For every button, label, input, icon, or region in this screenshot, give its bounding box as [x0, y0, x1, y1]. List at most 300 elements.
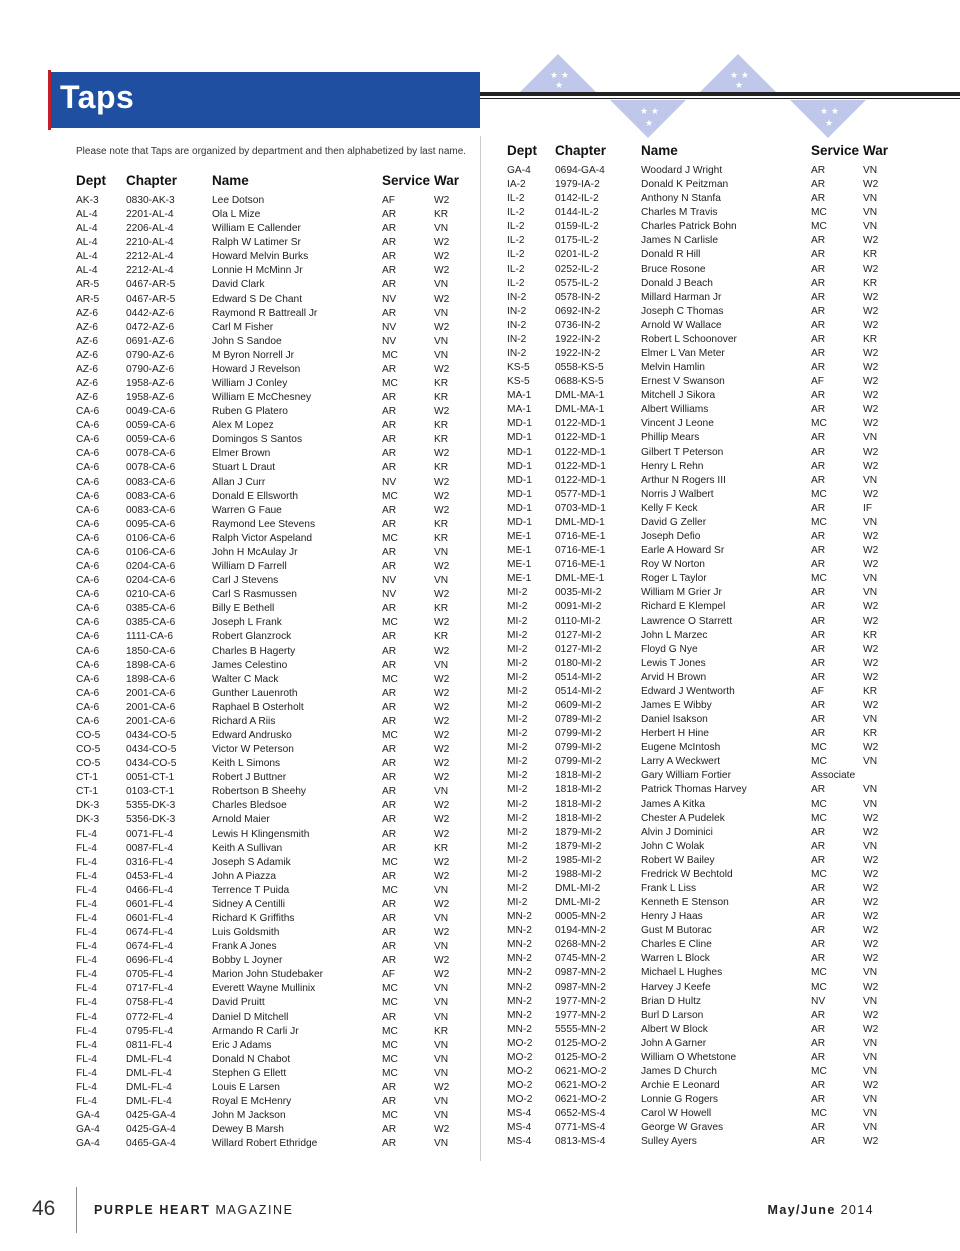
dept-cell: CA-6: [76, 546, 100, 558]
dept-cell: MN-2: [507, 925, 532, 937]
service-cell: MC: [382, 349, 398, 361]
service-cell: AR: [811, 1136, 826, 1148]
table-row: [507, 629, 893, 643]
war-cell: VN: [434, 1039, 449, 1051]
dept-cell: CA-6: [76, 673, 100, 685]
war-cell: VN: [434, 546, 449, 558]
table-row: [507, 854, 893, 868]
war-cell: W2: [863, 418, 879, 430]
dept-cell: MD-1: [507, 474, 532, 486]
service-cell: MC: [811, 516, 827, 528]
chapter-cell: 0692-IN-2: [555, 305, 601, 317]
name-cell: Everett Wayne Mullinix: [212, 983, 316, 995]
table-row: [507, 389, 893, 403]
table-row: [507, 981, 893, 995]
war-cell: KR: [863, 685, 878, 697]
war-cell: VN: [434, 575, 449, 587]
name-cell: Arthur N Rogers III: [641, 474, 726, 486]
table-row: [76, 1067, 464, 1081]
war-cell: W2: [863, 376, 879, 388]
name-cell: Donald J Beach: [641, 277, 713, 289]
name-cell: Charles Patrick Bohn: [641, 221, 737, 233]
service-cell: AR: [382, 561, 397, 573]
service-cell: AR: [811, 1051, 826, 1063]
service-cell: MC: [382, 997, 398, 1009]
name-cell: Warren L Block: [641, 953, 710, 965]
name-cell: Luis Goldsmith: [212, 927, 280, 939]
name-cell: Donald K Peitzman: [641, 179, 729, 191]
table-row: [507, 910, 893, 924]
war-cell: VN: [434, 912, 449, 924]
service-cell: MC: [811, 967, 827, 979]
dept-cell: FL-4: [76, 969, 97, 981]
service-cell: AR: [382, 941, 397, 953]
dept-cell: MN-2: [507, 939, 532, 951]
service-cell: MC: [382, 1053, 398, 1065]
war-cell: W2: [863, 657, 879, 669]
table-row: [507, 234, 893, 248]
table-row: [507, 572, 893, 586]
chapter-cell: 0110-MI-2: [555, 615, 601, 627]
table-row: [76, 532, 464, 546]
service-cell: MC: [811, 221, 827, 233]
service-cell: MC: [382, 1110, 398, 1122]
name-cell: Mitchell J Sikora: [641, 390, 716, 402]
chapter-cell: 0159-IL-2: [555, 221, 599, 233]
dept-cell: MI-2: [507, 812, 528, 824]
dept-cell: ME-1: [507, 573, 532, 585]
dept-cell: AZ-6: [76, 335, 99, 347]
table-row: [76, 926, 464, 940]
chapter-cell: 0745-MN-2: [555, 953, 606, 965]
service-cell: AR: [811, 502, 826, 514]
dept-cell: IN-2: [507, 333, 527, 345]
name-cell: Ruben G Platero: [212, 406, 288, 418]
magazine-name-bold: PURPLE HEART: [94, 1203, 211, 1217]
service-cell: AR: [811, 784, 826, 796]
war-cell: W2: [863, 545, 879, 557]
service-cell: MC: [382, 617, 398, 629]
dept-cell: IN-2: [507, 305, 527, 317]
table-row: [507, 868, 893, 882]
name-cell: Gust M Butorac: [641, 925, 712, 937]
table-row: [76, 476, 464, 490]
chapter-cell: 0051-CT-1: [126, 772, 175, 784]
service-cell: AR: [382, 434, 397, 446]
dept-cell: IL-2: [507, 235, 525, 247]
war-cell: VN: [434, 223, 449, 235]
name-cell: Richard K Griffiths: [212, 912, 295, 924]
service-cell: MC: [811, 798, 827, 810]
name-cell: David Pruitt: [212, 997, 265, 1009]
name-cell: Albert Williams: [641, 404, 709, 416]
chapter-cell: 0103-CT-1: [126, 786, 175, 798]
name-cell: Alex M Lopez: [212, 420, 274, 432]
service-cell: AR: [811, 165, 826, 176]
service-cell: AR: [811, 728, 826, 740]
dept-cell: MI-2: [507, 629, 528, 641]
svg-text:★ ★: ★ ★: [820, 107, 839, 117]
service-cell: AR: [382, 687, 397, 699]
name-cell: Howard Melvin Burks: [212, 251, 309, 263]
chapter-cell: 0811-FL-4: [126, 1039, 173, 1051]
chapter-cell: 2001-CA-6: [126, 701, 176, 713]
chapter-cell: 0453-FL-4: [126, 870, 174, 882]
name-cell: Donald N Chabot: [212, 1053, 291, 1065]
war-cell: W2: [863, 488, 879, 500]
war-cell: W2: [434, 744, 450, 756]
war-cell: KR: [434, 518, 449, 530]
service-cell: AF: [382, 969, 396, 981]
table-row: [507, 685, 893, 699]
chapter-cell: 0717-FL-4: [126, 983, 174, 995]
name-cell: William O Whetstone: [641, 1051, 737, 1063]
service-cell: AR: [811, 601, 826, 613]
service-cell: AR: [811, 587, 826, 599]
name-cell: Eric J Adams: [212, 1039, 272, 1051]
dept-cell: FL-4: [76, 1096, 97, 1107]
war-cell: KR: [434, 603, 449, 615]
table-row: [507, 488, 893, 502]
dept-cell: CA-6: [76, 462, 100, 474]
war-cell: W2: [863, 1136, 879, 1148]
war-cell: VN: [434, 983, 449, 995]
dept-cell: IL-2: [507, 277, 525, 289]
chapter-cell: 0575-IL-2: [555, 277, 599, 289]
chapter-cell: 0122-MD-1: [555, 474, 606, 486]
dept-cell: MI-2: [507, 587, 528, 599]
svg-text:★: ★: [645, 119, 654, 129]
table-row: [76, 250, 464, 264]
chapter-cell: 0558-KS-5: [555, 362, 604, 374]
table-row: [507, 952, 893, 966]
chapter-cell: 0204-CA-6: [126, 561, 176, 573]
service-cell: AR: [811, 432, 826, 444]
name-cell: Keith A Sullivan: [212, 842, 283, 854]
war-cell: W2: [863, 235, 879, 247]
table-row: [507, 263, 893, 277]
war-cell: W2: [434, 251, 450, 263]
table-row: [76, 461, 464, 475]
chapter-cell: 0087-FL-4: [126, 842, 174, 854]
war-cell: KR: [434, 392, 449, 404]
table-row: [507, 1023, 893, 1037]
war-cell: W2: [434, 800, 450, 812]
chapter-cell: 0703-MD-1: [555, 502, 606, 514]
war-cell: W2: [863, 882, 879, 894]
chapter-cell: 2212-AL-4: [126, 265, 174, 277]
service-cell: AR: [382, 448, 397, 460]
name-cell: Joseph Defio: [641, 531, 701, 543]
name-cell: William E McChesney: [212, 392, 312, 404]
chapter-cell: 2201-AL-4: [126, 209, 174, 221]
table-row: [507, 319, 893, 333]
dept-cell: AL-4: [76, 251, 98, 263]
name-cell: Bruce Rosone: [641, 263, 706, 275]
chapter-cell: 0652-MS-4: [555, 1108, 606, 1120]
chapter-cell: 0385-CA-6: [126, 617, 176, 629]
dept-cell: MO-2: [507, 1066, 533, 1077]
war-cell: VN: [434, 1067, 449, 1079]
service-cell: AR: [382, 251, 397, 263]
dept-cell: MI-2: [507, 854, 528, 866]
service-cell: AR: [382, 1081, 397, 1093]
table-row: [507, 840, 893, 854]
dept-cell: CT-1: [76, 786, 99, 798]
dept-cell: MD-1: [507, 502, 532, 514]
war-cell: KR: [434, 532, 449, 544]
table-row: [76, 602, 464, 616]
dept-cell: CA-6: [76, 701, 100, 713]
dept-cell: FL-4: [76, 898, 97, 910]
chapter-cell: 2001-CA-6: [126, 715, 176, 727]
war-cell: KR: [863, 629, 878, 641]
chapter-cell: 0106-CA-6: [126, 546, 176, 558]
rows-left: [76, 194, 464, 1151]
dept-cell: MN-2: [507, 981, 532, 993]
service-cell: AR: [811, 1094, 826, 1106]
war-cell: VN: [863, 1037, 878, 1049]
service-cell: AR: [382, 955, 397, 967]
war-cell: KR: [434, 631, 449, 643]
name-cell: Carol W Howell: [641, 1108, 712, 1120]
service-cell: NV: [382, 293, 397, 305]
chapter-cell: 0813-MS-4: [555, 1136, 606, 1148]
chapter-cell: 0144-IL-2: [555, 207, 599, 219]
war-cell: W2: [863, 1009, 879, 1021]
war-cell: VN: [863, 784, 878, 796]
table-row: [76, 1095, 464, 1109]
table-row: [76, 743, 464, 757]
war-cell: VN: [863, 995, 878, 1007]
dept-cell: FL-4: [76, 1025, 97, 1037]
table-row: [507, 643, 893, 657]
dept-cell: MI-2: [507, 714, 528, 726]
name-cell: Charles B Hagerty: [212, 645, 296, 657]
dept-cell: MI-2: [507, 699, 528, 711]
dept-cell: CA-6: [76, 518, 100, 530]
name-cell: Walter C Mack: [212, 673, 279, 685]
dept-cell: CA-6: [76, 532, 100, 544]
chapter-cell: 0601-FL-4: [126, 898, 174, 910]
table-row: [76, 574, 464, 588]
service-cell: AR: [811, 840, 826, 852]
name-cell: Eugene McIntosh: [641, 742, 721, 754]
name-cell: Roger L Taylor: [641, 573, 707, 585]
svg-text:★ ★: ★ ★: [550, 71, 569, 81]
service-cell: AR: [811, 671, 826, 683]
dept-cell: MI-2: [507, 671, 528, 683]
dept-cell: CA-6: [76, 575, 100, 587]
table-row: [76, 771, 464, 785]
chapter-cell: 0434-CO-5: [126, 758, 177, 770]
service-cell: NV: [382, 476, 397, 488]
table-row: [507, 826, 893, 840]
name-cell: Keith L Simons: [212, 758, 281, 770]
name-cell: Joseph L Frank: [212, 617, 282, 629]
header-chapter: Chapter: [555, 143, 607, 158]
war-cell: KR: [434, 378, 449, 390]
dept-cell: MA-1: [507, 390, 532, 402]
war-cell: W2: [863, 699, 879, 711]
name-cell: Gary William Fortier: [641, 770, 731, 782]
service-cell: AR: [811, 179, 826, 191]
dept-cell: ME-1: [507, 531, 532, 543]
war-cell: VN: [863, 474, 878, 486]
service-cell: MC: [382, 1067, 398, 1079]
chapter-cell: 0180-MI-2: [555, 657, 602, 669]
header-war: War: [434, 173, 460, 188]
chapter-cell: 0122-MD-1: [555, 446, 606, 458]
chapter-cell: 0125-MO-2: [555, 1037, 607, 1049]
name-cell: Floyd G Nye: [641, 643, 698, 655]
dept-cell: MD-1: [507, 516, 532, 528]
name-cell: Phillip Mears: [641, 432, 700, 444]
war-cell: VN: [863, 1066, 878, 1077]
table-row: [76, 278, 464, 292]
table-row: [507, 1009, 893, 1023]
table-row: [76, 1053, 464, 1067]
dept-cell: DK-3: [76, 800, 100, 812]
table-row: [76, 208, 464, 222]
table-row: [507, 783, 893, 797]
chapter-cell: 0091-MI-2: [555, 601, 602, 613]
name-cell: Patrick Thomas Harvey: [641, 784, 747, 796]
war-cell: VN: [863, 193, 878, 205]
chapter-cell: 1922-IN-2: [555, 333, 601, 345]
header-dept: Dept: [507, 143, 537, 158]
table-row: [76, 419, 464, 433]
table-row: [507, 699, 893, 713]
chapter-cell: 0127-MI-2: [555, 629, 602, 641]
war-cell: KR: [434, 462, 449, 474]
name-cell: Joseph S Adamik: [212, 856, 291, 868]
dept-cell: CA-6: [76, 561, 100, 573]
table-row: [507, 305, 893, 319]
service-cell: AR: [382, 363, 397, 375]
war-cell: W2: [863, 446, 879, 458]
war-cell: VN: [863, 756, 878, 768]
war-cell: W2: [434, 363, 450, 375]
dept-cell: MI-2: [507, 784, 528, 796]
war-cell: W2: [863, 826, 879, 838]
service-cell: AR: [811, 897, 826, 909]
name-cell: Elmer L Van Meter: [641, 348, 725, 360]
war-cell: W2: [434, 504, 450, 516]
war-cell: KR: [434, 1025, 449, 1037]
table-row: [507, 164, 893, 178]
service-cell: AR: [811, 657, 826, 669]
dept-cell: CT-1: [76, 772, 99, 784]
magazine-name: [94, 1203, 294, 1217]
svg-text:★ ★: ★ ★: [640, 107, 659, 117]
service-cell: NV: [382, 575, 397, 587]
table-row: [76, 433, 464, 447]
chapter-cell: 0799-MI-2: [555, 742, 602, 754]
dept-cell: FL-4: [76, 1039, 97, 1051]
chapter-cell: 0716-ME-1: [555, 559, 606, 571]
service-cell: AR: [382, 1011, 397, 1023]
service-cell: AR: [382, 546, 397, 558]
war-cell: W2: [863, 671, 879, 683]
dept-cell: CA-6: [76, 645, 100, 657]
war-cell: KR: [434, 434, 449, 446]
dept-cell: AR-5: [76, 293, 100, 305]
table-row: [507, 220, 893, 234]
table-row: [507, 600, 893, 614]
dept-cell: FL-4: [76, 927, 97, 939]
table-row: [76, 321, 464, 335]
service-cell: AR: [382, 927, 397, 939]
table-row: [76, 701, 464, 715]
table-row: [507, 755, 893, 769]
table-row: [76, 307, 464, 321]
table-row: [507, 671, 893, 685]
service-cell: AR: [811, 545, 826, 557]
war-cell: VN: [434, 659, 449, 671]
service-cell: AR: [811, 474, 826, 486]
chapter-cell: DML-FL-4: [126, 1081, 172, 1093]
table-row: [76, 828, 464, 842]
war-cell: VN: [863, 1122, 878, 1134]
chapter-cell: 0621-MO-2: [555, 1080, 607, 1092]
chapter-cell: DML-MA-1: [555, 404, 605, 416]
service-cell: AR: [811, 531, 826, 543]
dept-cell: FL-4: [76, 1053, 97, 1065]
chapter-cell: 0772-FL-4: [126, 1011, 174, 1023]
dept-cell: MI-2: [507, 742, 528, 754]
service-cell: MC: [382, 729, 398, 741]
name-cell: John S Sandoe: [212, 335, 282, 347]
service-cell: MC: [382, 1039, 398, 1051]
table-row: [76, 349, 464, 363]
name-cell: Billy E Bethell: [212, 603, 275, 615]
dept-cell: CO-5: [76, 744, 101, 756]
chapter-cell: DML-ME-1: [555, 573, 605, 585]
chapter-cell: 5355-DK-3: [126, 800, 176, 812]
name-cell: John C Wolak: [641, 840, 705, 852]
dept-cell: KS-5: [507, 376, 530, 388]
service-cell: AR: [382, 631, 397, 643]
service-cell: AR: [382, 870, 397, 882]
dept-cell: CA-6: [76, 504, 100, 516]
service-cell: AR: [811, 362, 826, 374]
name-cell: Armando R Carli Jr: [212, 1025, 299, 1037]
service-cell: AR: [811, 277, 826, 289]
dept-cell: FL-4: [76, 983, 97, 995]
service-cell: AR: [811, 319, 826, 331]
chapter-cell: 0694-GA-4: [555, 165, 605, 176]
dept-cell: MI-2: [507, 657, 528, 669]
dept-cell: GA-4: [76, 1124, 100, 1136]
service-cell: Associate: [811, 770, 856, 782]
svg-text:★: ★: [735, 81, 744, 91]
dept-cell: MD-1: [507, 432, 532, 444]
war-cell: W2: [863, 319, 879, 331]
war-cell: W2: [863, 362, 879, 374]
dept-cell: AZ-6: [76, 392, 99, 404]
table-row: [76, 363, 464, 377]
table-row: [507, 769, 893, 783]
table-row: [507, 502, 893, 516]
service-cell: MC: [811, 868, 827, 880]
war-cell: VN: [434, 335, 449, 347]
page-title: Taps: [60, 79, 135, 115]
name-cell: Henry J Haas: [641, 911, 703, 923]
dept-cell: CA-6: [76, 406, 100, 418]
dept-cell: DK-3: [76, 814, 100, 826]
table-row: [76, 645, 464, 659]
